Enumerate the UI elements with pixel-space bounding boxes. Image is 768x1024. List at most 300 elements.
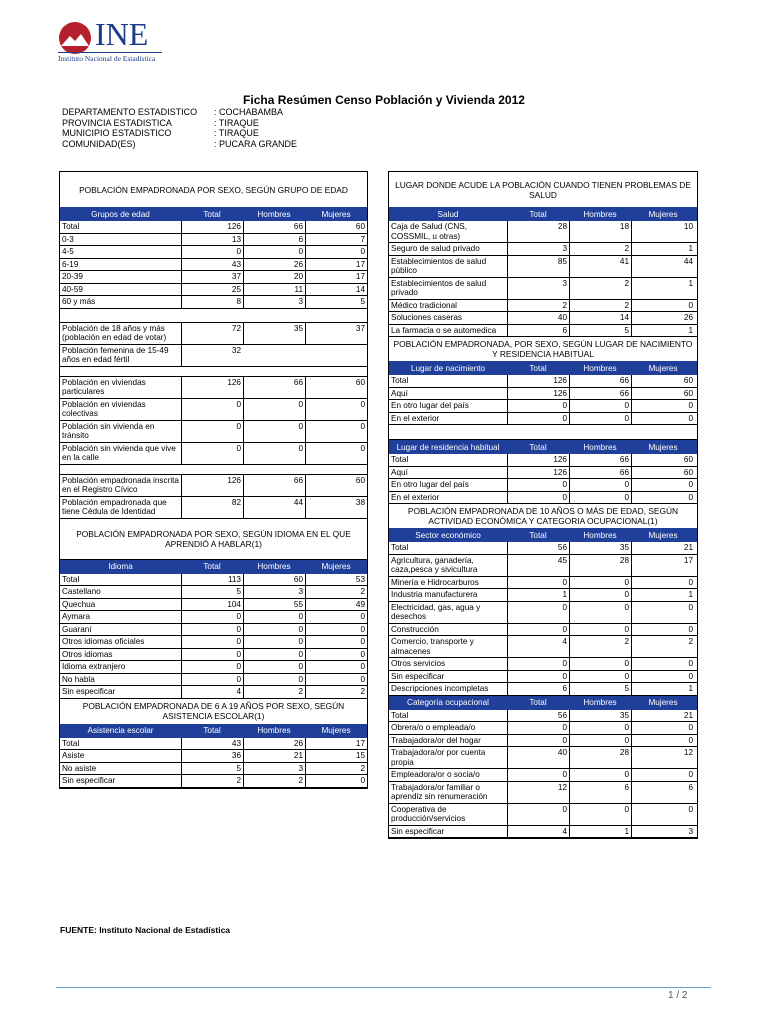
row-label: Sin especificar <box>391 671 445 681</box>
table-row <box>389 735 697 748</box>
cell-value: 28 <box>569 555 631 576</box>
column-header: Total <box>203 726 221 735</box>
cell-value: 66 <box>569 388 631 400</box>
cell-value: 0 <box>569 735 631 747</box>
table-row <box>60 271 367 284</box>
cell-value: 0 <box>631 492 695 504</box>
cell-value: 0 <box>243 246 305 258</box>
section-title: POBLACIÓN EMPADRONADA DE 10 AÑOS O MÁS DE EDAD, SEGÚN ACTIVIDAD ECONÓMICA Y CATEGORIA OCUPACIONAL(1) <box>407 506 679 526</box>
cell-value: 60 <box>631 375 695 387</box>
row-label: Establecimientos de salud privado <box>391 278 487 297</box>
cell-value: 104 <box>181 599 243 611</box>
row-label: Aymara <box>62 612 91 621</box>
table-header <box>389 528 697 542</box>
cell-value: 0 <box>181 399 243 420</box>
table-row <box>60 421 367 443</box>
column-header: Mujeres <box>321 209 351 219</box>
column-header: Total <box>529 442 547 452</box>
cell-value: 37 <box>305 323 367 344</box>
meta-label: DEPARTAMENTO ESTADISTICO <box>62 107 198 117</box>
cell-value: 32 <box>181 345 243 366</box>
cell-value: 0 <box>507 658 569 670</box>
cell-value: 28 <box>507 221 569 242</box>
cell-value: 0 <box>181 661 243 673</box>
row-label: Otros idiomas <box>62 649 113 659</box>
cell-value: 0 <box>507 577 569 589</box>
table-row <box>60 284 367 297</box>
cell-value: 0 <box>631 722 695 734</box>
spacer <box>60 465 367 475</box>
row-label: Total <box>62 222 80 231</box>
cell-value: 66 <box>569 454 631 466</box>
table-row <box>389 769 697 782</box>
row-label: Sin especificar <box>62 776 116 785</box>
empty-cell <box>243 345 305 366</box>
cell-value: 60 <box>631 388 695 400</box>
row-label: En otro lugar del país <box>391 480 469 489</box>
row-label: Población empadronada que tiene Cédula de Identidad <box>62 497 167 516</box>
meta-value: : TIRAQUE <box>214 117 259 128</box>
row-label: Otros idiomas oficiales <box>62 637 145 646</box>
column-header: Hombres <box>583 530 617 540</box>
table-row <box>389 602 697 624</box>
cell-value: 3 <box>243 586 305 598</box>
spacer <box>60 367 367 377</box>
cell-value: 6 <box>507 683 569 695</box>
column-header: Sector económico <box>415 530 481 540</box>
table-row <box>389 804 697 826</box>
table-row <box>60 246 367 259</box>
table-row <box>389 658 697 671</box>
table-header <box>389 207 697 221</box>
row-label: La farmacia o se automedica <box>391 325 497 335</box>
cell-value: 0 <box>569 722 631 734</box>
table-row <box>60 345 367 367</box>
cell-value: 15 <box>305 750 367 762</box>
row-label: 60 y más <box>62 297 96 306</box>
cell-value: 0 <box>305 421 367 442</box>
cell-value: 0 <box>243 421 305 442</box>
cell-value: 2 <box>507 300 569 312</box>
spacer <box>389 425 697 440</box>
cell-value: 26 <box>243 259 305 271</box>
table-row <box>389 479 697 492</box>
cell-value: 6 <box>243 234 305 246</box>
cell-value: 3 <box>631 826 695 838</box>
cell-value: 35 <box>243 323 305 344</box>
cell-value: 11 <box>243 284 305 296</box>
table-row <box>389 467 697 480</box>
column-header: Mujeres <box>648 442 678 452</box>
cell-value: 53 <box>305 574 367 586</box>
table-row <box>60 259 367 272</box>
table-row <box>60 497 367 519</box>
row-label: Población femenina de 15-49 años en edad fértil <box>62 345 169 364</box>
cell-value: 0 <box>631 577 695 589</box>
table-row <box>60 399 367 421</box>
row-label: Soluciones caseras <box>391 313 462 322</box>
cell-value: 8 <box>181 296 243 308</box>
cell-value: 0 <box>243 443 305 464</box>
cell-value: 0 <box>569 658 631 670</box>
cell-value: 0 <box>243 674 305 686</box>
column-header: Idioma <box>108 562 133 571</box>
cell-value: 0 <box>569 624 631 636</box>
cell-value: 0 <box>243 636 305 648</box>
row-label: Cooperativa de producción/servicios <box>391 804 466 823</box>
cell-value: 126 <box>181 475 243 496</box>
cell-value: 0 <box>631 479 695 491</box>
column-header: Mujeres <box>648 363 678 373</box>
cell-value: 0 <box>305 661 367 673</box>
column-header: Mujeres <box>321 562 351 571</box>
column-header: Mujeres <box>648 698 678 707</box>
table-row <box>389 747 697 769</box>
cell-value: 7 <box>305 234 367 246</box>
table-row <box>389 710 697 723</box>
cell-value: 36 <box>181 750 243 762</box>
column-header: Mujeres <box>648 530 678 540</box>
cell-value: 113 <box>181 574 243 586</box>
column-header: Total <box>529 698 547 707</box>
logo-text: INE <box>95 16 149 52</box>
cell-value: 40 <box>507 747 569 768</box>
cell-value: 0 <box>569 492 631 504</box>
row-label: Asiste <box>62 751 85 760</box>
cell-value: 0 <box>305 624 367 636</box>
cell-value: 26 <box>243 738 305 750</box>
row-label: Población sin vivienda que vive en la calle <box>62 443 176 462</box>
section-title: POBLACIÓN EMPADRONADA POR SEXO, SEGÚN IDIOMA EN EL QUE APRENDIÓ A HABLAR(1) <box>60 519 367 560</box>
cell-value: 2 <box>569 636 631 657</box>
cell-value: 0 <box>631 804 695 825</box>
column-header: Total <box>203 209 221 219</box>
column-header: Lugar de nacimiento <box>410 363 486 373</box>
cell-value: 0 <box>181 624 243 636</box>
cell-value: 12 <box>631 747 695 768</box>
cell-value: 0 <box>181 421 243 442</box>
column-header: Total <box>529 209 547 219</box>
cell-value: 0 <box>631 769 695 781</box>
table-row <box>60 624 367 637</box>
cell-value: 126 <box>181 377 243 398</box>
table-row <box>60 234 367 247</box>
footer-divider <box>56 987 711 988</box>
cell-value: 60 <box>305 475 367 496</box>
table-row <box>60 750 367 763</box>
meta-value: : COCHABAMBA <box>214 107 284 117</box>
cell-value: 0 <box>569 589 631 601</box>
column-header: Mujeres <box>648 209 678 219</box>
cell-value: 0 <box>243 399 305 420</box>
row-label: Electricidad, gas, agua y desechos <box>391 602 481 621</box>
row-label: Castellano <box>62 587 101 596</box>
row-label: Sin especificar <box>391 826 445 836</box>
cell-value: 3 <box>507 243 569 255</box>
row-label: 6-19 <box>62 259 79 269</box>
cell-value: 0 <box>305 246 367 258</box>
cell-value: 6 <box>631 782 695 803</box>
right-panel <box>388 171 698 839</box>
cell-value: 126 <box>507 388 569 400</box>
spacer <box>60 309 367 323</box>
cell-value: 20 <box>243 271 305 283</box>
column-header: Hombres <box>583 442 617 452</box>
cell-value: 1 <box>569 826 631 838</box>
cell-value: 0 <box>631 735 695 747</box>
row-label: Médico tradicional <box>391 300 457 310</box>
table-row <box>60 763 367 776</box>
cell-value: 1 <box>631 589 695 601</box>
cell-value: 0 <box>631 671 695 683</box>
row-label: En el exterior <box>391 492 440 502</box>
meta-value: : PUCARA GRANDE <box>214 138 298 149</box>
cell-value: 56 <box>507 710 569 722</box>
cell-value: 0 <box>507 804 569 825</box>
cell-value: 82 <box>181 497 243 518</box>
row-label: Empleadora/or o socia/o <box>391 770 480 779</box>
row-label: Otros servicios <box>391 659 446 668</box>
cell-value: 40 <box>507 312 569 324</box>
cell-value: 1 <box>631 683 695 695</box>
row-label: No asiste <box>62 763 97 773</box>
source-note: FUENTE: Instituto Nacional de Estadística <box>60 925 231 935</box>
cell-value: 0 <box>507 413 569 425</box>
column-header: Hombres <box>257 562 291 571</box>
table-row <box>389 589 697 602</box>
table-header <box>60 207 367 221</box>
cell-value: 0 <box>181 443 243 464</box>
row-label: 40-59 <box>62 284 83 294</box>
table-row <box>60 599 367 612</box>
row-label: 20-39 <box>62 272 83 281</box>
cell-value: 2 <box>305 686 367 698</box>
table-row <box>389 256 697 278</box>
cell-value: 0 <box>181 674 243 686</box>
row-label: Idioma extranjero <box>62 662 126 671</box>
cell-value: 0 <box>507 769 569 781</box>
cell-value: 17 <box>305 259 367 271</box>
table-row <box>60 221 367 234</box>
table-row <box>389 375 697 388</box>
cell-value: 49 <box>305 599 367 611</box>
cell-value: 18 <box>569 221 631 242</box>
cell-value: 17 <box>305 271 367 283</box>
cell-value: 14 <box>569 312 631 324</box>
row-label: 4-5 <box>62 247 74 256</box>
cell-value: 0 <box>243 661 305 673</box>
table-row <box>389 278 697 300</box>
cell-value: 26 <box>631 312 695 324</box>
row-label: Sin especificar <box>62 687 116 696</box>
cell-value: 85 <box>507 256 569 277</box>
meta-label: MUNICIPIO ESTADISTICO <box>62 128 172 138</box>
table-row <box>389 782 697 804</box>
row-label: Establecimientos de salud público <box>391 256 487 275</box>
cell-value: 0 <box>631 658 695 670</box>
cell-value: 0 <box>181 636 243 648</box>
table-row <box>389 325 697 338</box>
logo-divider <box>58 52 162 53</box>
cell-value: 126 <box>507 375 569 387</box>
cell-value: 0 <box>507 492 569 504</box>
cell-value: 0 <box>631 413 695 425</box>
column-header: Grupos de edad <box>91 209 150 219</box>
row-label: Población en viviendas particulares <box>62 377 146 396</box>
row-label: Aquí <box>391 388 408 398</box>
cell-value: 2 <box>243 775 305 787</box>
cell-value: 5 <box>181 763 243 775</box>
cell-value: 0 <box>305 443 367 464</box>
cell-value: 66 <box>243 475 305 496</box>
row-label: No habla <box>62 674 95 684</box>
cell-value: 0 <box>569 769 631 781</box>
cell-value: 66 <box>243 221 305 233</box>
column-header: Categoría ocupacional <box>407 698 489 707</box>
table-row <box>389 312 697 325</box>
table-row <box>389 577 697 590</box>
row-label: Aquí <box>391 467 408 477</box>
row-label: Población empadronada inscrita en el Registro Cívico <box>62 475 179 494</box>
row-label: Obrera/o o empleada/o <box>391 723 476 732</box>
cell-value: 56 <box>507 542 569 554</box>
table-row <box>60 475 367 497</box>
table-row <box>389 300 697 313</box>
column-header: Total <box>203 562 221 571</box>
cell-value: 0 <box>507 671 569 683</box>
section-title: LUGAR DONDE ACUDE LA POBLACIÓN CUANDO TIENEN PROBLEMAS DE SALUD <box>395 179 691 200</box>
cell-value: 60 <box>631 454 695 466</box>
table-row <box>60 377 367 399</box>
row-label: Minería e Hidrocarburos <box>391 577 479 587</box>
table-row <box>60 738 367 751</box>
cell-value: 25 <box>181 284 243 296</box>
cell-value: 0 <box>569 577 631 589</box>
row-label: Población sin vivienda en tránsito <box>62 421 155 440</box>
row-label: En el exterior <box>391 413 440 423</box>
table-row <box>389 492 697 505</box>
cell-value: 3 <box>243 296 305 308</box>
cell-value: 0 <box>507 735 569 747</box>
cell-value: 60 <box>631 467 695 479</box>
column-header: Hombres <box>257 209 291 219</box>
table-row <box>60 611 367 624</box>
cell-value: 0 <box>243 611 305 623</box>
cell-value: 2 <box>569 278 631 299</box>
column-header: Total <box>529 363 547 373</box>
cell-value: 0 <box>181 246 243 258</box>
table-row <box>389 542 697 555</box>
table-row <box>389 826 697 839</box>
cell-value: 5 <box>569 683 631 695</box>
cell-value: 0 <box>181 649 243 661</box>
table-row <box>389 400 697 413</box>
section-title: POBLACIÓN EMPADRONADA, POR SEXO, SEGÚN LUGAR DE NACIMIENTO Y RESIDENCIA HABITUAL <box>393 339 693 359</box>
row-label: Total <box>391 455 409 464</box>
column-header: Lugar de residencia habitual <box>396 442 500 452</box>
cell-value: 2 <box>631 636 695 657</box>
row-label: Guaraní <box>62 624 92 634</box>
row-label: Total <box>391 543 409 552</box>
cell-value: 0 <box>569 400 631 412</box>
cell-value: 38 <box>305 497 367 518</box>
cell-value: 0 <box>305 399 367 420</box>
column-header: Hombres <box>583 363 617 373</box>
row-label: Descripciones incompletas <box>391 684 489 693</box>
cell-value: 4 <box>181 686 243 698</box>
cell-value: 66 <box>243 377 305 398</box>
cell-value: 3 <box>507 278 569 299</box>
cell-value: 28 <box>569 747 631 768</box>
cell-value: 1 <box>631 278 695 299</box>
table-row <box>389 454 697 467</box>
table-row <box>60 443 367 465</box>
cell-value: 2 <box>569 300 631 312</box>
cell-value: 5 <box>181 586 243 598</box>
cell-value: 41 <box>569 256 631 277</box>
cell-value: 44 <box>243 497 305 518</box>
cell-value: 6 <box>569 782 631 803</box>
column-header: Hombres <box>257 726 291 735</box>
cell-value: 0 <box>631 400 695 412</box>
table-header <box>389 696 697 710</box>
cell-value: 21 <box>243 750 305 762</box>
row-label: Total <box>62 574 80 584</box>
table-row <box>389 388 697 401</box>
cell-value: 0 <box>305 674 367 686</box>
cell-value: 0 <box>507 479 569 491</box>
cell-value: 2 <box>569 243 631 255</box>
column-header: Hombres <box>583 209 617 219</box>
table-row <box>389 683 697 696</box>
cell-value: 126 <box>507 467 569 479</box>
table-row <box>389 671 697 684</box>
cell-value: 12 <box>507 782 569 803</box>
cell-value: 0 <box>243 649 305 661</box>
cell-value: 66 <box>569 375 631 387</box>
cell-value: 55 <box>243 599 305 611</box>
cell-value: 126 <box>181 221 243 233</box>
cell-value: 21 <box>631 710 695 722</box>
cell-value: 0 <box>631 602 695 623</box>
cell-value: 43 <box>181 259 243 271</box>
cell-value: 44 <box>631 256 695 277</box>
cell-value: 35 <box>569 542 631 554</box>
cell-value: 0 <box>181 611 243 623</box>
cell-value: 60 <box>243 574 305 586</box>
cell-value: 0 <box>507 602 569 623</box>
table-row <box>389 221 697 243</box>
cell-value: 0 <box>305 775 367 787</box>
cell-value: 21 <box>631 542 695 554</box>
meta-value: : TIRAQUE <box>214 128 259 138</box>
cell-value: 6 <box>507 325 569 337</box>
cell-value: 2 <box>305 763 367 775</box>
page-number: 1 / 2 <box>668 990 688 1001</box>
cell-value: 1 <box>631 325 695 337</box>
cell-value: 60 <box>305 221 367 233</box>
section-title: POBLACIÓN EMPADRONADA DE 6 A 19 AÑOS POR SEXO, SEGÚN ASISTENCIA ESCOLAR(1) <box>82 701 345 721</box>
cell-value: 0 <box>569 602 631 623</box>
meta-label: COMUNIDAD(ES) <box>62 138 136 149</box>
row-label: En otro lugar del país <box>391 401 469 410</box>
table-row <box>389 555 697 577</box>
cell-value: 4 <box>507 636 569 657</box>
cell-value: 17 <box>631 555 695 576</box>
table-row <box>389 722 697 735</box>
cell-value: 45 <box>507 555 569 576</box>
row-label: Comercio, transporte y almacenes <box>391 637 474 656</box>
